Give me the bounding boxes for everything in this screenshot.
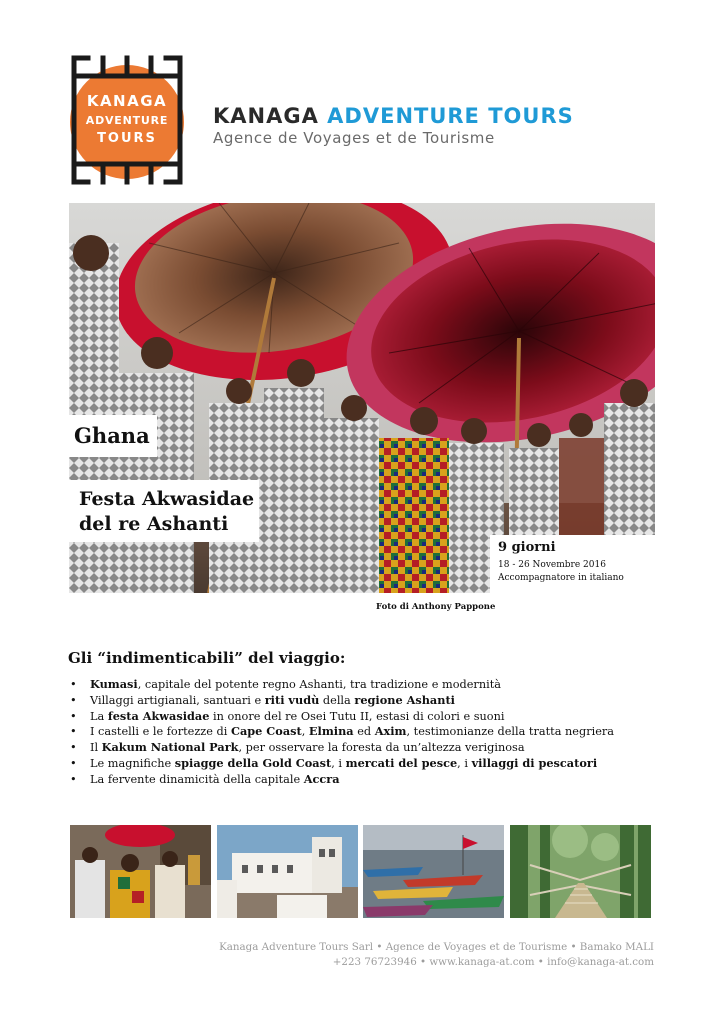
highlight-item [68, 740, 614, 756]
highlight-keyword: regione Ashanti [354, 692, 455, 707]
footer [219, 940, 654, 970]
highlight-keyword: mercati del pesce [345, 755, 458, 770]
highlight-text: I castelli e le fortezze di [90, 725, 231, 739]
company-logo [68, 52, 186, 188]
highlight-item [68, 709, 614, 725]
trip-guide: Accompagnatore in italiano [498, 573, 624, 583]
highlight-text: La fervente dinamicità della capitale [90, 772, 304, 786]
highlight-keyword: spiagge della Gold Coast [174, 755, 332, 770]
highlights-list [68, 677, 614, 788]
trip-info-box [490, 535, 660, 593]
thumb-canopy-walkway [510, 825, 651, 918]
highlight-text: , [301, 725, 309, 739]
highlight-text: , i [331, 756, 346, 770]
highlight-text: , i [457, 756, 472, 770]
tour-title-line-2: del re Ashanti [79, 513, 229, 535]
highlight-text: , capitale del potente regno Ashanti, tra tradizione e modernità [137, 678, 501, 691]
tour-title-line-1: Festa Akwasidae [79, 488, 255, 510]
highlight-text: della [319, 693, 355, 707]
highlight-item [68, 693, 614, 709]
logo-line-2: ADVENTURE [85, 114, 169, 127]
highlight-text: Villaggi artigianali, santuari e [90, 693, 265, 707]
thumb-castle [217, 825, 358, 918]
trip-duration: 9 giorni [498, 540, 556, 555]
destination-label: Ghana [69, 415, 157, 457]
highlight-text: , per osservare la foresta da un’altezza veriginosa [238, 741, 525, 755]
highlight-text: La [90, 709, 108, 723]
highlight-text: in onore del re Osei Tutu II, estasi di colori e suoni [209, 709, 505, 723]
highlight-keyword: festa Akwasidae [107, 708, 210, 723]
brand-block [213, 104, 574, 147]
highlight-text: Le magnifiche [90, 756, 175, 770]
highlight-keyword: Kakum National Park [101, 740, 239, 755]
highlight-item [68, 724, 614, 740]
highlight-keyword: Cape Coast [230, 724, 302, 739]
photo-credit: Foto di Anthony Pappone [376, 602, 496, 612]
brand-word-1: KANAGA [213, 104, 319, 128]
highlight-item [68, 677, 614, 693]
brand-subtitle: Agence de Voyages et de Tourisme [213, 129, 495, 147]
logo-line-3: TOURS [97, 131, 157, 146]
highlight-keyword: Kumasi [90, 677, 138, 691]
highlight-item [68, 772, 614, 788]
trip-dates: 18 - 26 Novembre 2016 [498, 560, 606, 570]
logo-line-1: KANAGA [86, 92, 168, 110]
footer-company: Kanaga Adventure Tours Sarl • Agence de Voyages et de Tourisme • Bamako MALI [219, 941, 654, 953]
brand-word-2: ADVENTURE TOURS [327, 104, 574, 128]
footer-contacts: +223 76723946 • www.kanaga-at.com • info@kanaga-at.com [332, 956, 654, 968]
tour-title [69, 480, 259, 542]
highlight-keyword: villaggi di pescatori [471, 755, 598, 770]
highlight-keyword: Elmina [308, 724, 354, 739]
highlight-text: , testimonianze della tratta negriera [406, 725, 615, 739]
highlight-keyword: Accra [303, 771, 340, 786]
highlight-item [68, 756, 614, 772]
thumb-fishing-boats [363, 825, 504, 918]
highlight-text: ed [353, 725, 375, 739]
highlight-text: Il [90, 741, 102, 755]
highlight-keyword: Axim [374, 724, 407, 739]
highlight-keyword: riti vudù [264, 692, 320, 707]
thumb-ashanti-people [70, 825, 211, 918]
highlights-title: Gli “indimenticabili” del viaggio: [68, 649, 346, 667]
brand-title [213, 104, 574, 128]
